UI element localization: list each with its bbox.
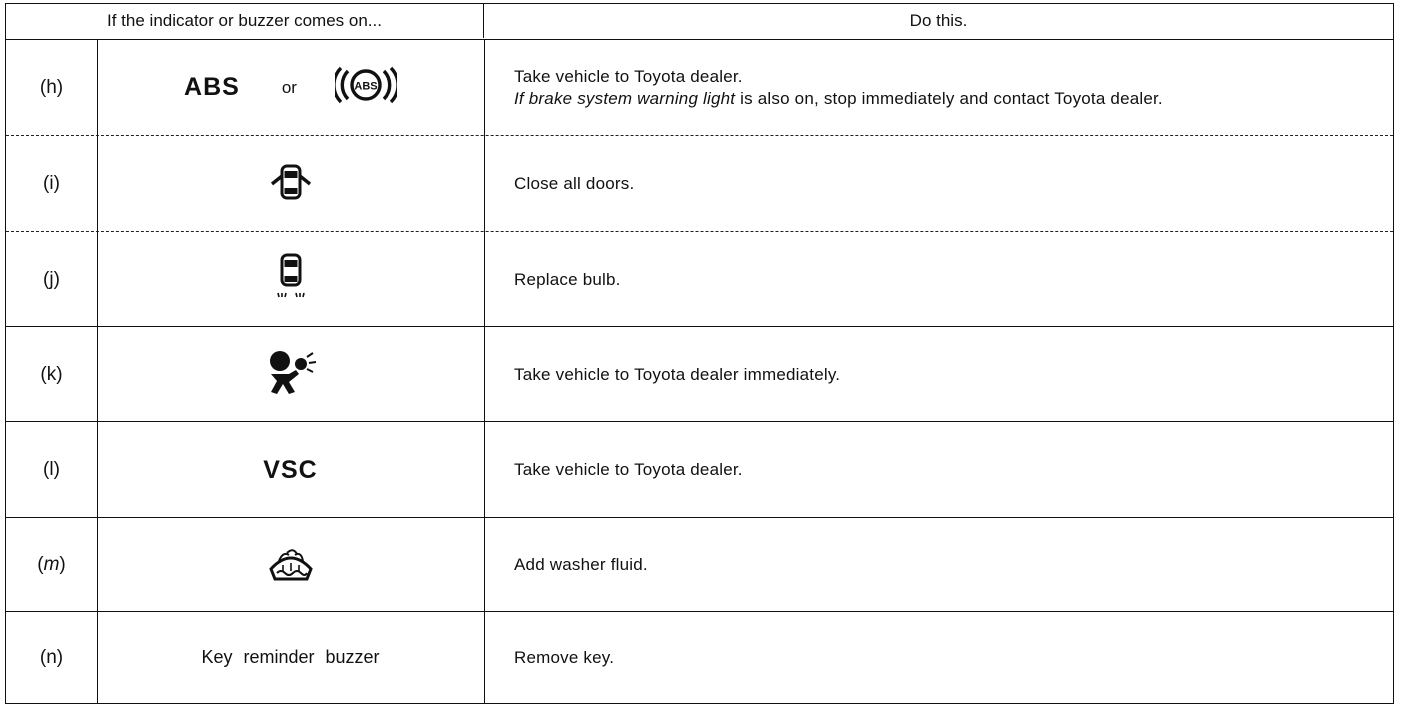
indicator-cell [97,612,484,703]
row-label: (h) [39,76,64,98]
action-cell [514,518,1383,612]
indicator-cell [97,40,484,135]
row-label: (l) [43,459,60,480]
action-cell [514,40,1383,135]
action-cell [514,422,1383,518]
or-text: or [281,77,297,97]
key-reminder-text: Key reminder buzzer [201,647,380,667]
row-label: (k) [40,363,63,385]
washer-fluid-low-icon [267,543,315,588]
header-indicator: If the indicator or buzzer comes on... [6,4,484,38]
indicator-cell [97,518,484,612]
airbag-srs-warning-icon [265,348,317,401]
vsc-indicator-text: VSC [263,455,318,484]
table-row [6,40,1393,135]
table-header [6,4,1393,40]
row-label: (n) [39,646,64,668]
table-row [6,517,1393,612]
row-label-m: (m) [37,554,66,575]
action-text: Take vehicle to Toyota dealer immediately. [514,364,841,384]
table-row [6,231,1393,327]
action-text-caution [514,88,1383,110]
action-text-rest: is also on, stop immediately and contact Toyota dealer. [735,88,1163,108]
table-row [6,135,1393,232]
table-row [6,611,1393,703]
action-text: Take vehicle to Toyota dealer. [514,66,743,86]
action-text: Close all doors. [514,174,635,193]
door-open-warning-icon [269,162,313,207]
indicator-cell [97,232,484,327]
row-label: (j) [43,268,60,290]
row-label: (i) [43,173,60,194]
indicator-cell [97,136,484,232]
action-cell [514,612,1383,703]
table-row [6,326,1393,422]
svg-text:ABS: ABS [354,80,378,93]
action-text: Replace bulb. [514,269,621,289]
action-cell [514,327,1383,422]
action-text: Add washer fluid. [514,555,648,574]
warning-indicator-table [5,3,1394,704]
action-text-italic: If brake system warning light [514,88,736,108]
abs-brake-warning-icon [335,64,397,111]
action-text: Remove key. [514,647,615,667]
indicator-cell [97,422,484,518]
action-text: Take vehicle to Toyota dealer. [514,460,743,479]
header-action: Do this. [909,11,968,30]
abs-indicator-text: ABS [184,73,240,101]
action-cell [514,136,1383,232]
row-label [6,518,97,612]
indicator-cell [97,327,484,422]
table-row [6,421,1393,518]
action-cell [514,232,1383,327]
lamp-failure-warning-icon [269,253,313,306]
